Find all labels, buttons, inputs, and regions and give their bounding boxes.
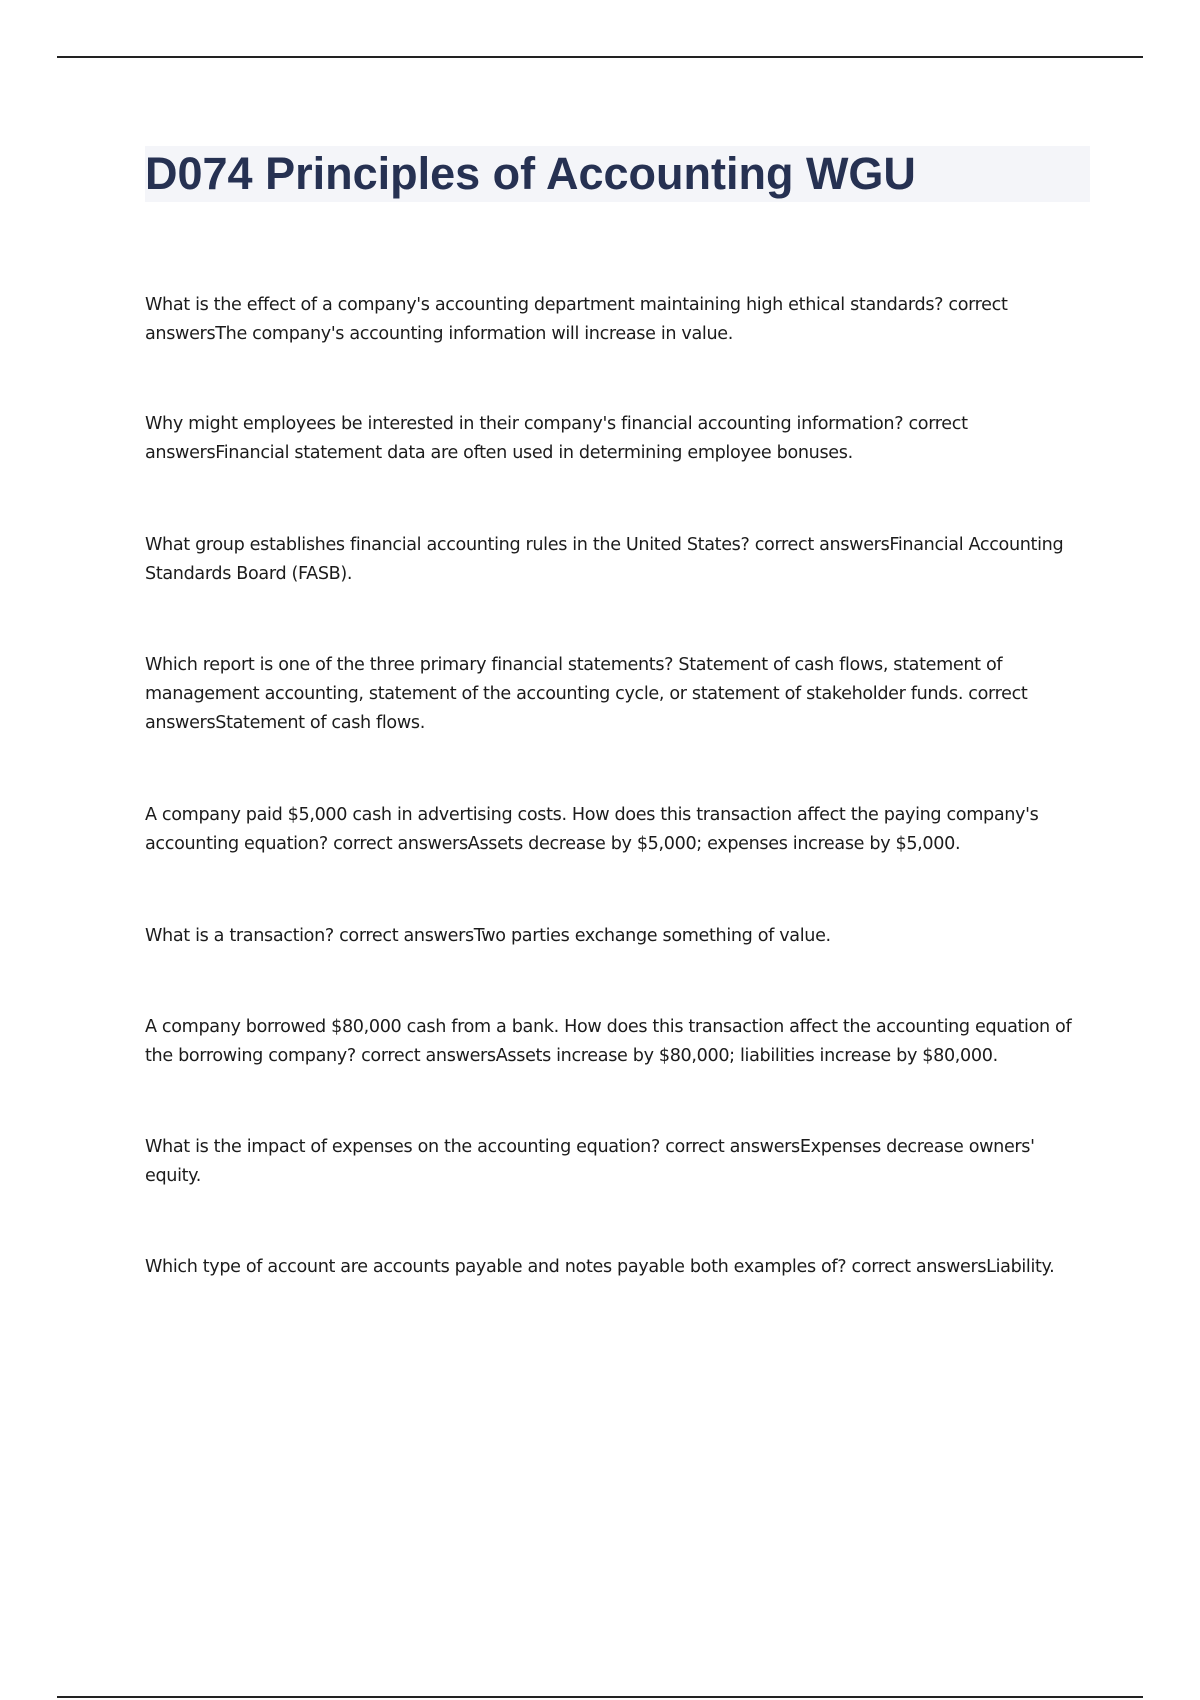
- qa-item: A company paid $5,000 cash in advertising costs. How does this transaction affect the paying company's accounting equation? correct answersAssets decrease by $5,000; expenses increase by $5,000.: [145, 805, 1039, 854]
- qa-item: Which type of account are accounts payable and notes payable both examples of? correct answersLiability.: [145, 1257, 1055, 1277]
- qa-item: Why might employees be interested in their company's financial accounting information? correct answersFinancial statement data are often used in determining employee bonuses.: [145, 414, 968, 463]
- qa-item: Which report is one of the three primary financial statements? Statement of cash flows, statement of management accounting, statement of the accounting cycle, or statement of stakeholder funds. correct answersStatement of cash flows.: [145, 655, 1028, 733]
- qa-item: A company borrowed $80,000 cash from a bank. How does this transaction affect the accounting equation of the borrowing company? correct answersAssets increase by $80,000; liabilities increase by $80,000.: [145, 1017, 1072, 1066]
- qa-item: What is a transaction? correct answersTwo parties exchange something of value.: [145, 926, 831, 946]
- bottom-rule: [57, 1696, 1143, 1698]
- qa-item: What is the impact of expenses on the accounting equation? correct answersExpenses decrease owners' equity.: [145, 1137, 1035, 1186]
- qa-item: What is the effect of a company's accounting department maintaining high ethical standards? correct answersThe company's accounting information will increase in value.: [145, 295, 1008, 344]
- page-title: D074 Principles of Accounting WGU: [145, 148, 916, 199]
- top-rule: [57, 56, 1143, 58]
- qa-list: [145, 291, 1085, 1282]
- qa-item: What group establishes financial accounting rules in the United States? correct answersFinancial Accounting Standards Board (FASB).: [145, 535, 1064, 584]
